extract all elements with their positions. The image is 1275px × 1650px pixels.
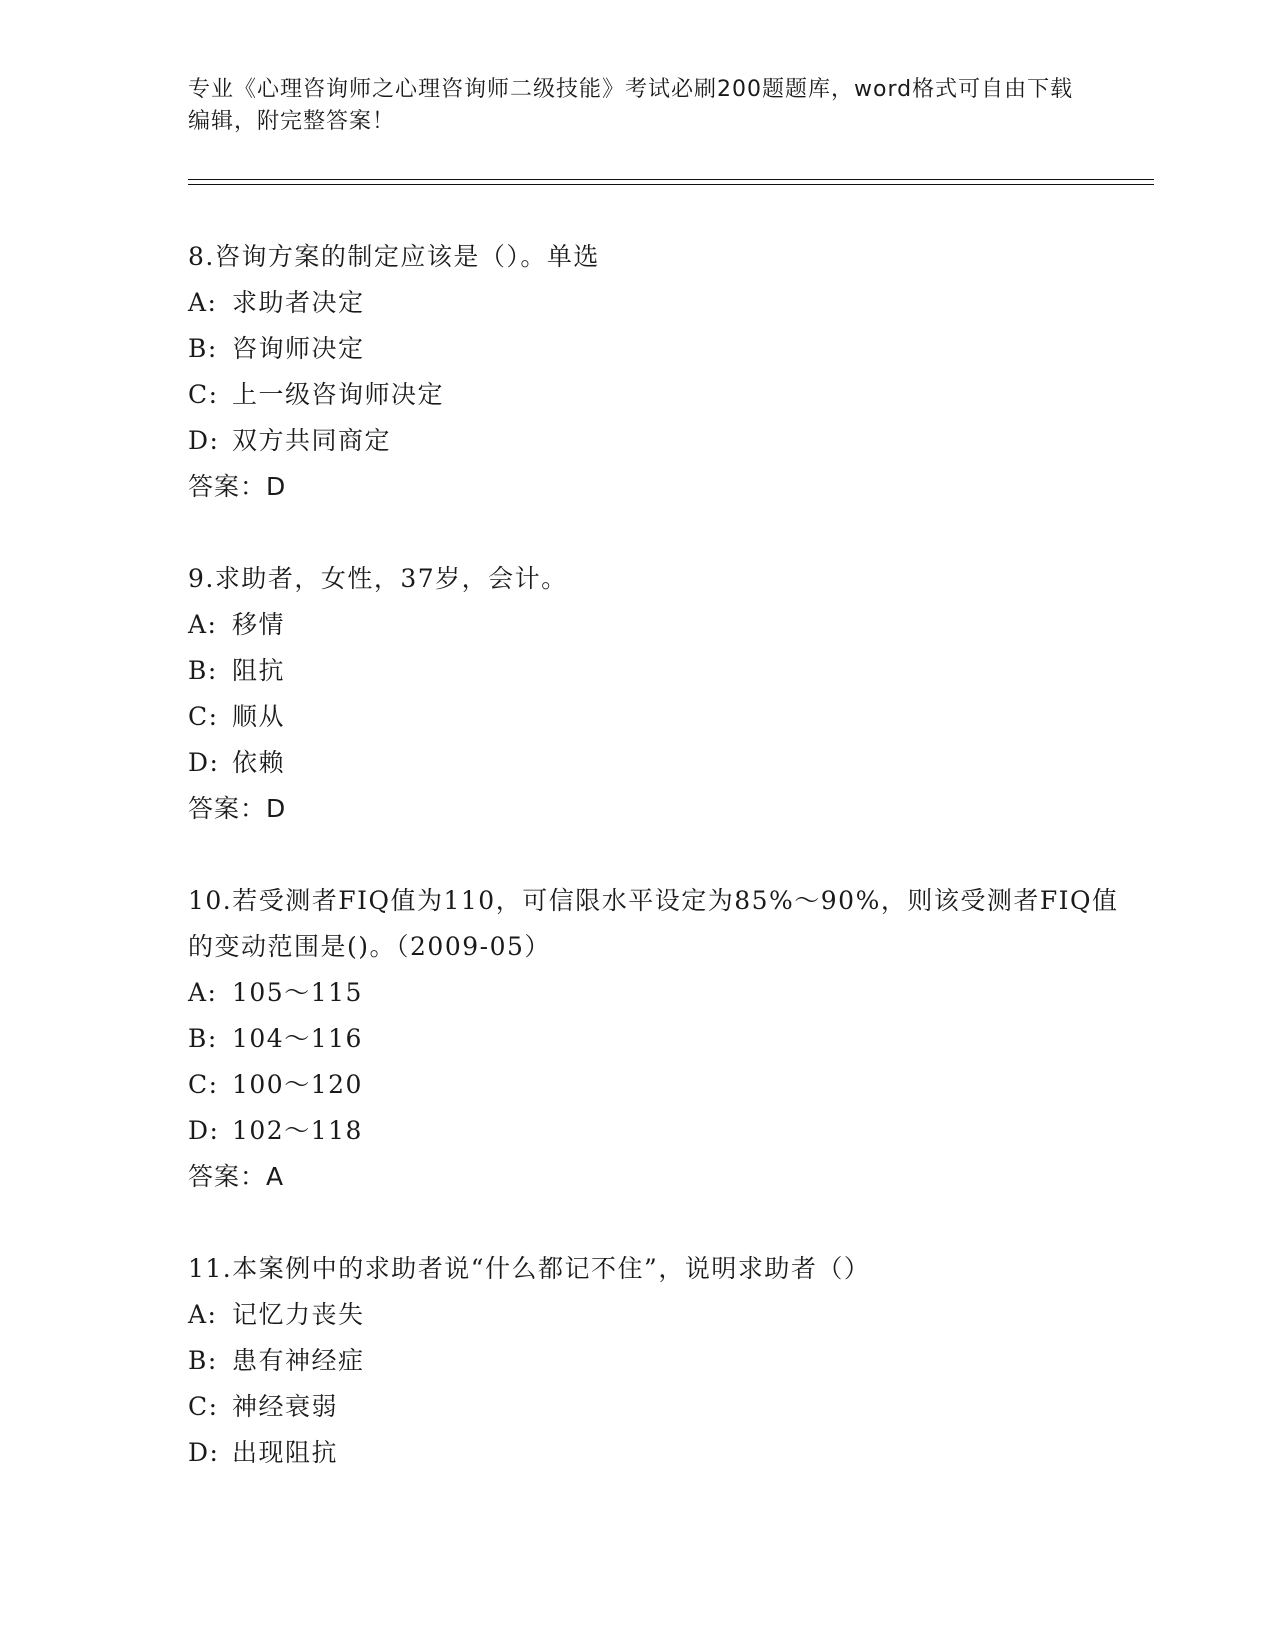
option-d (188, 418, 1138, 464)
option-a (188, 602, 1138, 648)
answer-line: 答案：D (188, 472, 287, 501)
option-letter: B: (188, 656, 218, 685)
question-10 (188, 878, 1138, 1200)
option-text: 105～115 (232, 978, 363, 1007)
option-letter: B: (188, 1024, 218, 1053)
option-letter: C: (188, 380, 219, 409)
question-stem: 9.求助者，女性，37岁，会计。 (188, 564, 568, 593)
question-9 (188, 556, 1138, 832)
option-c (188, 1384, 1138, 1430)
answer-line: 答案：A (188, 1162, 285, 1191)
option-text: 依赖 (232, 748, 286, 777)
option-a (188, 280, 1138, 326)
option-d (188, 1108, 1138, 1154)
question-stem: 11.本案例中的求助者说“什么都记不住”，说明求助者（） (188, 1254, 871, 1283)
option-c (188, 1062, 1138, 1108)
header-divider-top (188, 179, 1154, 180)
option-letter: B: (188, 334, 218, 363)
option-c (188, 694, 1138, 740)
option-text: 双方共同商定 (232, 426, 392, 455)
option-text: 求助者决定 (232, 288, 365, 317)
question-stem: 8.咨询方案的制定应该是（）。单选 (188, 242, 600, 271)
option-letter: C: (188, 1392, 219, 1421)
question-8 (188, 234, 1138, 510)
question-11 (188, 1246, 1138, 1476)
option-d (188, 740, 1138, 786)
option-text: 出现阻抗 (232, 1438, 339, 1467)
option-letter: D: (188, 1116, 220, 1145)
option-letter: A: (188, 610, 218, 639)
option-letter: C: (188, 1070, 219, 1099)
option-text: 患有神经症 (232, 1346, 365, 1375)
option-text: 移情 (232, 610, 286, 639)
option-text: 神经衰弱 (232, 1392, 339, 1421)
option-letter: A: (188, 1300, 218, 1329)
option-c (188, 372, 1138, 418)
option-d (188, 1430, 1138, 1476)
question-list (188, 234, 1138, 1522)
option-a (188, 1292, 1138, 1338)
option-letter: A: (188, 288, 218, 317)
option-text: 阻抗 (232, 656, 286, 685)
option-b (188, 326, 1138, 372)
option-text: 顺从 (232, 702, 286, 731)
option-letter: D: (188, 748, 220, 777)
question-stem: 10.若受测者FIQ值为110，可信限水平设定为85%～90%，则该受测者FIQ值的变动范围是()。（2009-05） (188, 886, 1119, 961)
option-text: 记忆力丧失 (232, 1300, 365, 1329)
option-letter: A: (188, 978, 218, 1007)
option-text: 100～120 (232, 1070, 363, 1099)
option-text: 102～118 (232, 1116, 363, 1145)
option-letter: B: (188, 1346, 218, 1375)
answer-line: 答案：D (188, 794, 287, 823)
document-header (188, 74, 1088, 138)
option-text: 咨询师决定 (232, 334, 365, 363)
option-a (188, 970, 1138, 1016)
option-text: 104～116 (232, 1024, 363, 1053)
option-text: 上一级咨询师决定 (232, 380, 445, 409)
option-letter: D: (188, 426, 220, 455)
option-letter: C: (188, 702, 219, 731)
header-intro-text: 专业《心理咨询师之心理咨询师二级技能》考试必刷200题题库，word格式可自由下载编辑，附完整答案！ (188, 77, 1074, 134)
option-b (188, 648, 1138, 694)
option-b (188, 1338, 1138, 1384)
header-divider-bottom (188, 184, 1154, 185)
option-b (188, 1016, 1138, 1062)
option-letter: D: (188, 1438, 220, 1467)
